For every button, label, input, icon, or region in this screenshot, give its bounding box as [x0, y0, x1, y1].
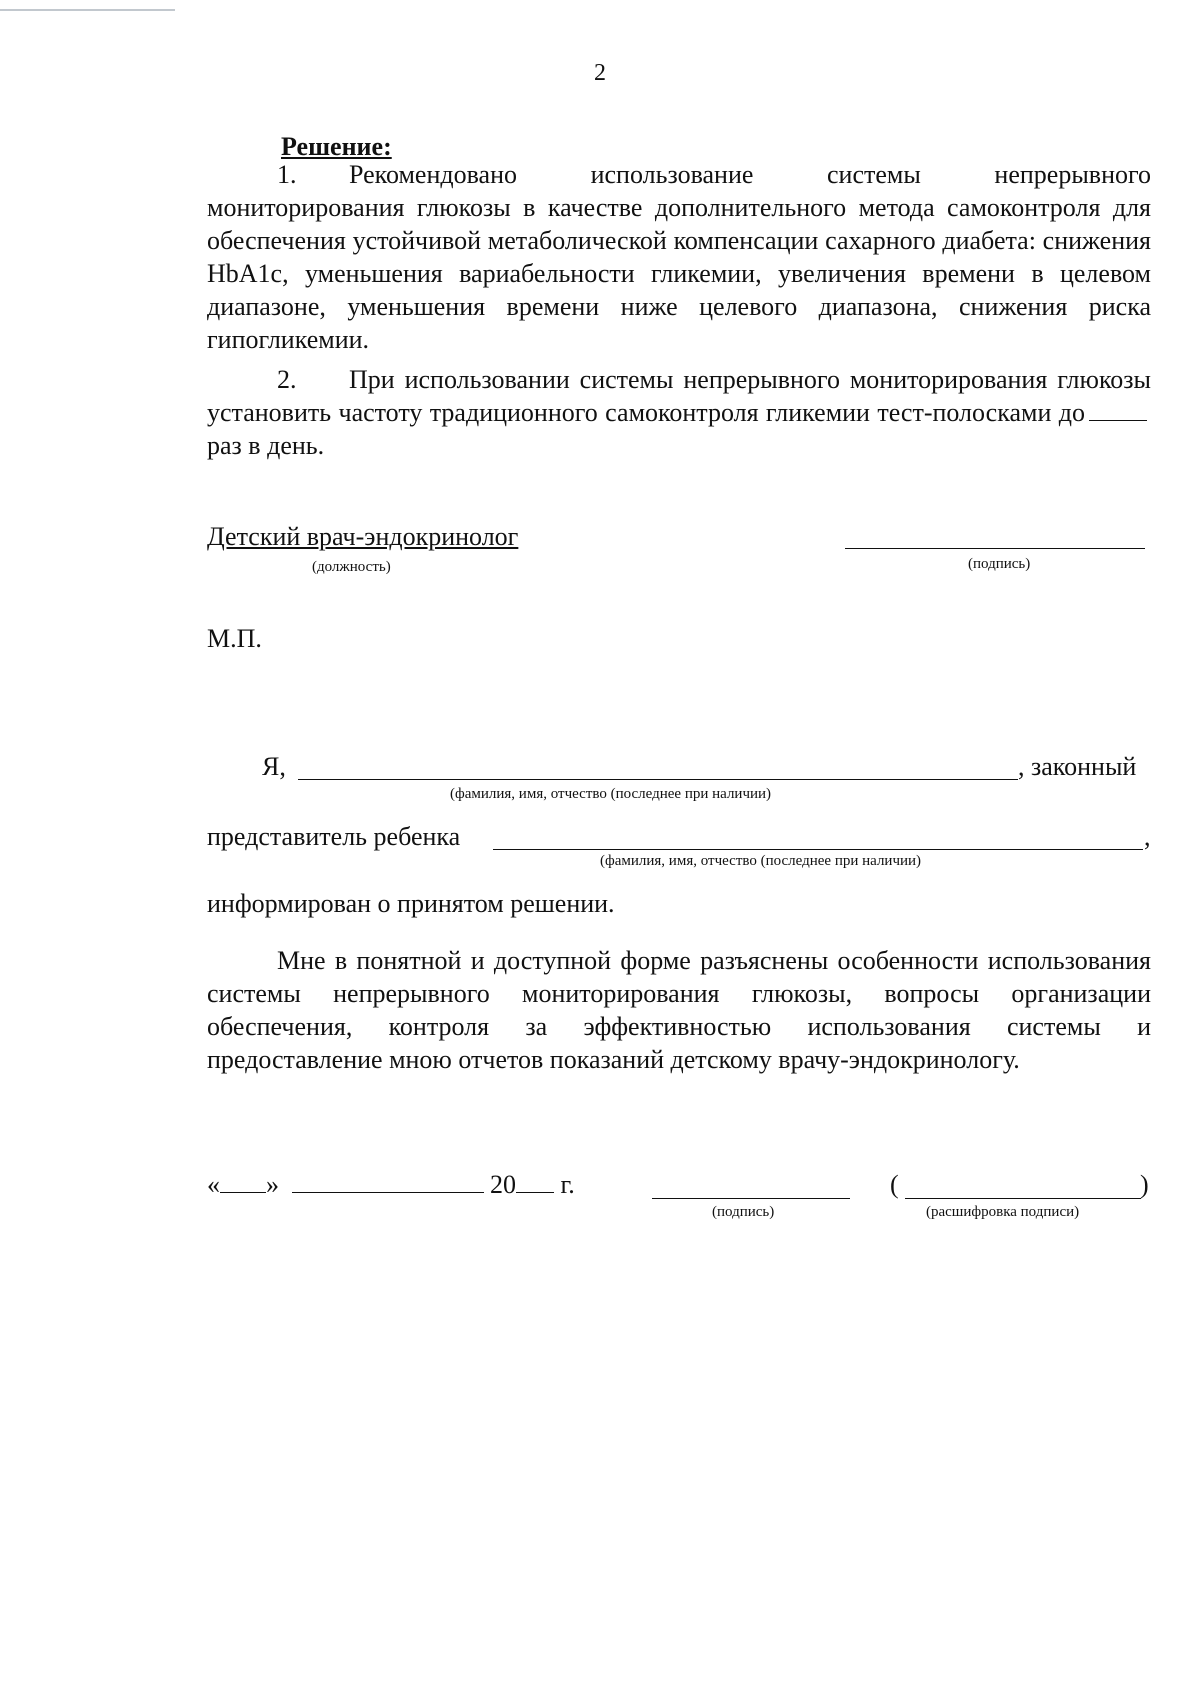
signature-decoding-caption: (расшифровка подписи): [926, 1204, 1080, 1220]
month-blank[interactable]: [292, 1170, 484, 1193]
child-fio-caption: (фамилия, имя, отчество (последнее при наличии): [600, 853, 922, 869]
representative-fio-caption: (фамилия, имя, отчество (последнее при наличии): [450, 786, 772, 802]
item-2-number: 2.: [277, 365, 297, 394]
decision-heading: Решение:: [281, 132, 392, 161]
i-label: Я,: [262, 752, 286, 781]
doctor-signature-line[interactable]: [845, 548, 1145, 549]
explanation-text: Мне в понятной и доступной форме разъяснены особенности использования системы непрерывного мониторирования глюкозы, вопросы организации обеспечения, контроля за эффективностью использования системы и предоставление мною отчетов показаний детскому врачу-эндокринологу.: [207, 946, 1151, 1074]
child-fio-line[interactable]: [493, 849, 1143, 850]
page-number: 2: [594, 60, 606, 86]
representative-label: представитель ребенка: [207, 822, 461, 851]
year-blank[interactable]: [516, 1170, 554, 1193]
item-1-number: 1.: [277, 160, 297, 189]
signature-decoding-line[interactable]: [905, 1198, 1141, 1199]
year-prefix: 20: [490, 1170, 516, 1199]
informed-text: информирован о принятом решении.: [207, 889, 615, 918]
position-caption: (должность): [312, 559, 391, 575]
representative-fio-line[interactable]: [298, 779, 1018, 780]
day-blank[interactable]: [220, 1170, 266, 1193]
date-open-quote: «: [207, 1170, 220, 1199]
scan-edge-mark: [0, 9, 175, 11]
explanation-paragraph: [207, 944, 1151, 1076]
representative-signature-line[interactable]: [652, 1198, 850, 1199]
item-2-text-before: При использовании системы непрерывного мониторирования глюкозы установить частоту традиционного самоконтроля гликемии тест-полосками до: [207, 365, 1151, 427]
date-close-quote: »: [266, 1170, 279, 1199]
item-1-text: Рекомендовано использование системы непрерывного мониторирования глюкозы в качестве дополнительного метода самоконтроля для обеспечения устойчивой метаболической компенсации сахарного диабета: снижения HbA1c, уменьшения вариабельности гликемии, увеличения времени в целевом диапазоне, уменьшения времени ниже целевого диапазона, снижения риска гипогликемии.: [207, 160, 1151, 354]
lawful-label: , законный: [1018, 752, 1137, 781]
child-fio-comma: ,: [1144, 822, 1151, 851]
doctor-position: Детский врач-эндокринолог: [207, 522, 519, 551]
frequency-blank[interactable]: [1089, 398, 1147, 421]
doctor-signature-caption: (подпись): [968, 556, 1031, 572]
year-suffix: г.: [560, 1170, 575, 1199]
decision-item-2: [207, 363, 1151, 462]
date-row: [207, 1170, 575, 1200]
decoding-open-paren: (: [890, 1170, 899, 1199]
decision-item-1: [207, 158, 1151, 356]
representative-signature-caption: (подпись): [712, 1204, 775, 1220]
decoding-close-paren: ): [1140, 1170, 1149, 1199]
stamp-place: М.П.: [207, 624, 262, 653]
item-2-text-after: раз в день.: [207, 431, 325, 460]
